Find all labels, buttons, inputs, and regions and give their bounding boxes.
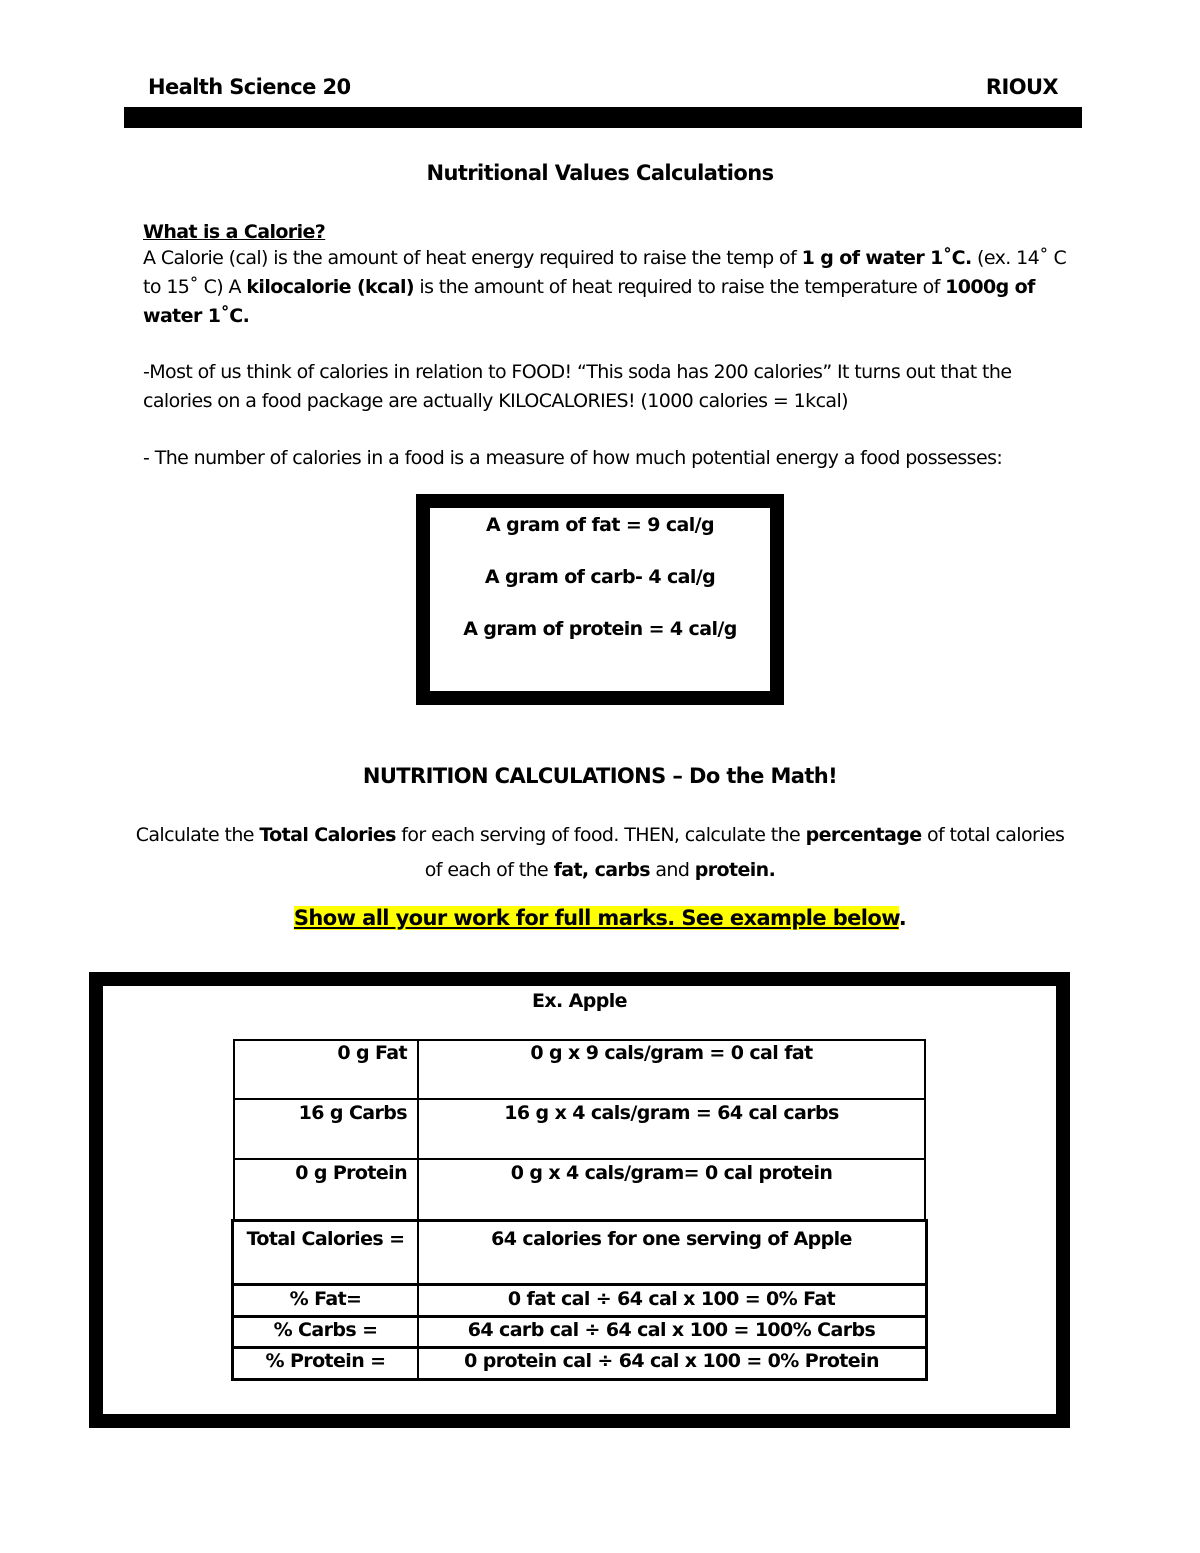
percent-fat-label: % Fat= (289, 1288, 362, 1310)
example-title: Ex. Apple (532, 990, 627, 1012)
energy-facts-box (416, 494, 784, 705)
table-line (231, 1219, 928, 1222)
potential-energy-paragraph: - The number of calories in a food is a measure of how much potential energy a food possesses: (143, 447, 1003, 469)
table-line (233, 1039, 926, 1041)
percent-protein-calc: 0 protein cal ÷ 64 cal x 100 = 0% Protein (464, 1350, 879, 1372)
food-calories-paragraph: -Most of us think of calories in relation to FOOD! “This soda has 200 calories” It turns out that the calories on a food package are actually KILOCALORIES! (1000 calories = 1kcal) (143, 361, 1012, 412)
teacher-name: RIOUX (985, 75, 1058, 99)
total-calories-value: 64 calories for one serving of Apple (491, 1228, 852, 1250)
table-line (231, 1378, 928, 1381)
show-work-note: Show all your work for full marks. See example below. (293, 906, 907, 930)
table-line (925, 1219, 928, 1381)
example-box (89, 972, 1070, 1428)
document-title: Nutritional Values Calculations (426, 161, 774, 185)
protein-grams-cell: 0 g Protein (295, 1162, 407, 1184)
table-line (231, 1315, 928, 1318)
table-line (233, 1158, 926, 1160)
carbs-calc-cell: 16 g x 4 cals/gram = 64 cal carbs (504, 1102, 839, 1124)
table-line (231, 1346, 928, 1349)
calculations-heading: NUTRITION CALCULATIONS – Do the Math! (362, 764, 838, 788)
calorie-definition: A Calorie (cal) is the amount of heat energy required to raise the temp of 1 g of water 1˚C. (ex. 14˚ C to 15˚ C) A kilocalorie (kcal) is the amount of heat required to raise the temperature of 1000g of water 1˚C. (143, 247, 1067, 327)
percent-carbs-calc: 64 carb cal ÷ 64 cal x 100 = 100% Carbs (467, 1319, 876, 1341)
course-title: Health Science 20 (148, 75, 351, 99)
carbs-grams-cell: 16 g Carbs (298, 1102, 407, 1124)
table-line (233, 1098, 926, 1100)
table-line (924, 1039, 926, 1220)
percent-protein-label: % Protein = (265, 1350, 386, 1372)
header-rule (124, 107, 1082, 128)
fact-protein: A gram of protein = 4 cal/g (463, 618, 737, 640)
fact-fat: A gram of fat = 9 cal/g (486, 514, 714, 536)
section-heading: What is a Calorie? (143, 221, 326, 243)
instructions: Calculate the Total Calories for each serving of food. THEN, calculate the percentage of total calories of each of the fat, carbs and protein. (135, 824, 1065, 881)
fat-grams-cell: 0 g Fat (337, 1042, 407, 1064)
percent-carbs-label: % Carbs = (273, 1319, 378, 1341)
table-line (233, 1039, 235, 1220)
total-calories-label: Total Calories = (246, 1228, 405, 1250)
fat-calc-cell: 0 g x 9 cals/gram = 0 cal fat (530, 1042, 813, 1064)
table-line (231, 1283, 928, 1286)
fact-carb: A gram of carb- 4 cal/g (484, 566, 716, 588)
percent-fat-calc: 0 fat cal ÷ 64 cal x 100 = 0% Fat (507, 1288, 836, 1310)
protein-calc-cell: 0 g x 4 cals/gram= 0 cal protein (510, 1162, 833, 1184)
